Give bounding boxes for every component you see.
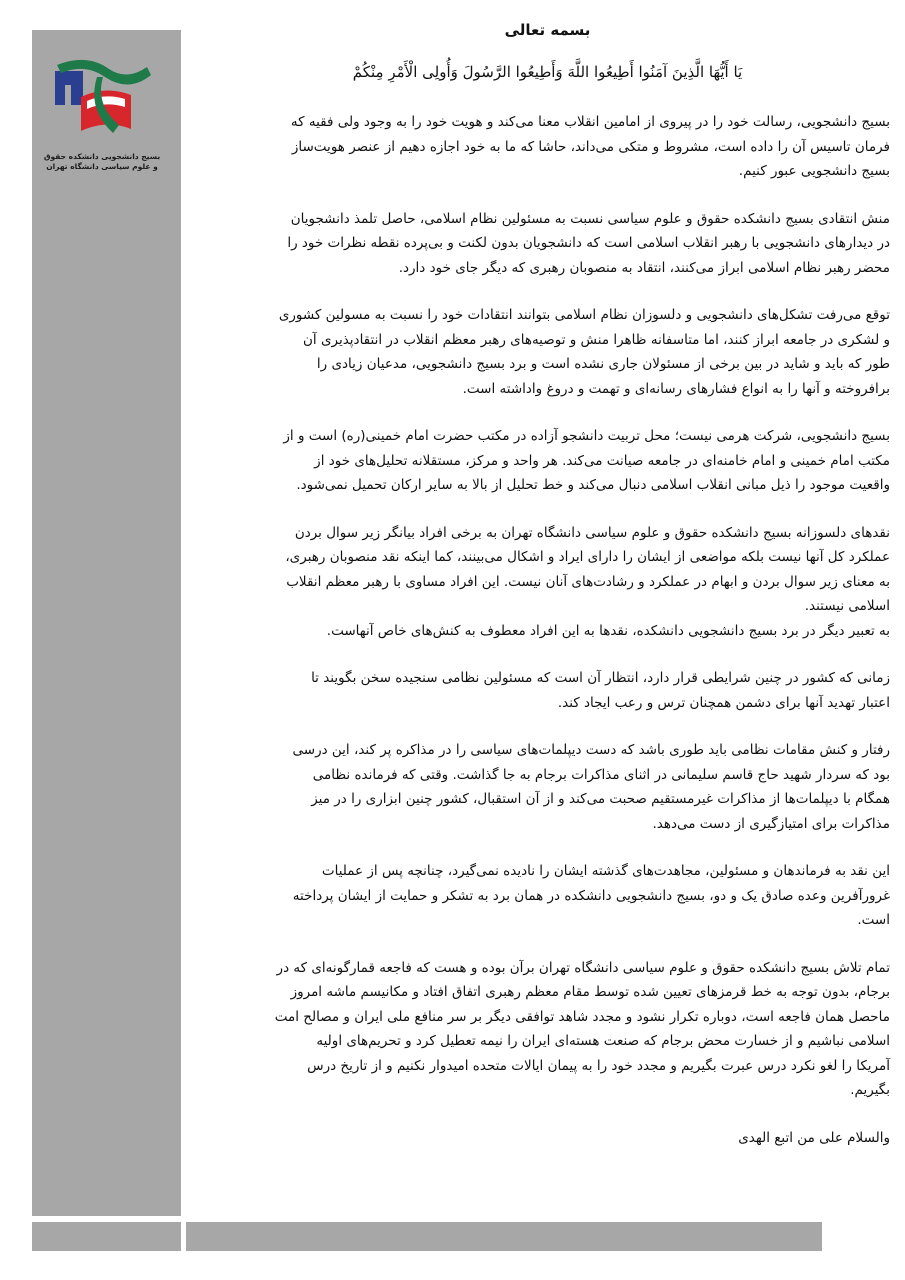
logo-blue-shape <box>55 71 83 105</box>
document-title: بسمه تعالی <box>504 21 591 39</box>
paragraph <box>205 666 890 715</box>
paragraph-line: و لشکری در جامعه ابراز کنند، اما متاسفانه ظاهرا منش و توصیه‌های رهبر معظم انقلاب در انتقادپذیری آن <box>302 331 890 348</box>
paragraph-line: بود که سردار شهید حاج قاسم سلیمانی در اثنای مذاکرات برجام به جا گذاشت. وقتی که فرمانده نظامی <box>312 766 890 783</box>
paragraph-line: طور که باید و شاید در بین برخی از مسئولان جاری نشده است و برد بسیج دانشجویی، مدعیان زیادی را <box>316 356 890 372</box>
paragraph-line: منش انتقادی بسیج دانشکده حقوق و علوم سیاسی نسبت به مسئولین نظام اسلامی، حاصل تلمذ دانشجویان <box>290 210 890 227</box>
paragraph-line: فرمان تاسیس آن را داده است، مشروط و متکی می‌داند، حاشا که ما به خود اجازه دهیم از عنصر هویت‌ساز <box>291 138 890 155</box>
paragraph-line: برجام، بدون توجه به خط قرمزهای تعیین شده توسط مقام معظم رهبری اتفاق افتاد و مکانیسم ماشه امروز <box>290 984 890 1000</box>
statement-document <box>205 18 890 1150</box>
paragraph-line: است. <box>857 912 890 928</box>
paragraph-line: اعتبار تهدید آنها برای دشمن همچنان ترس و رعب ایجاد کند. <box>557 694 890 711</box>
paragraph <box>205 738 890 836</box>
paragraph-line: تمام تلاش بسیج دانشکده حقوق و علوم سیاسی دانشگاه تهران برآن بوده و هست که فاجعه قمارگونه‌ای که در <box>276 959 890 976</box>
paragraph-line: عملکرد کل آنها نیست بلکه مواضعی از ایشان را دارای ایراد و اشکال می‌بینند، کما اینکه نقد منصوبان رهبری، <box>285 549 890 565</box>
paragraph <box>205 207 890 281</box>
paragraph-line: بسیج دانشجویی عبور کنیم. <box>738 163 890 179</box>
logo-caption <box>36 152 168 172</box>
paragraph-line: این نقد به فرماندهان و مسئولین، مجاهدت‌های گذشته ایشان را نادیده نمی‌گیرد، چنانچه پس از عملیات <box>321 863 890 879</box>
footer-bar-right <box>186 1222 822 1251</box>
paragraph-line: اسلامی نباشیم و از خسارت محض برجام که صنعت هسته‌ای ایران را نیمه تعطیل کرد و تحریم‌های اولیه <box>316 1033 890 1049</box>
paragraph-line: بسیج دانشجویی، رسالت خود را در پیروی از امامین انقلاب معنا می‌کند و هویت خود را به وجود ولی فقیه که <box>290 114 890 130</box>
paragraph-line: زمانی که کشور در چنین شرایطی قرار دارد، انتظار آن است که مسئولین نظامی سنجیده سخن بگویند تا <box>311 670 890 686</box>
paragraph-line: اسلامی نیستند. <box>804 598 890 614</box>
paragraph-line: برافروخته و آنها را به انواع فشارهای رسانه‌ای و تهمت و دروغ واداشته است. <box>462 380 890 397</box>
closing-salutation: والسلام علی من اتبع الهدی <box>738 1129 890 1146</box>
paragraph-line: رفتار و کنش مقامات نظامی باید طوری باشد که دست دیپلمات‌های سیاسی را در مذاکره پر کند، این درسی <box>292 742 890 758</box>
paragraph-line: نقدهای دلسوزانه بسیج دانشکده حقوق و علوم سیاسی دانشگاه تهران به برخی افراد بیانگر زیر سوال بردن <box>294 524 890 541</box>
paragraph-line: بگیریم. <box>850 1082 890 1098</box>
paragraph-line: به تعبیر دیگر در برد بسیج دانشجویی دانشکده، نقدها به این افراد معطوف به کنش‌های خاص آنهاست. <box>326 622 890 639</box>
paragraph-line: ماحصل همان فاجعه است، دوباره تکرار نشود و مجدد شاهد توافقی دیگر بر سر منافع ملی ایران و مصالح امت <box>274 1008 890 1025</box>
paragraph-line: توقع می‌رفت تشکل‌های دانشجویی و دلسوزان نظام اسلامی بتوانند انتقادات خود را نسبت به مسولین کشوری <box>278 307 890 323</box>
paragraph-line: غرورآفرین وعده صادق یک و دو، بسیج دانشجویی دانشکده در همان برد به تشکر و حمایت از ایشان پرداخته <box>292 887 890 904</box>
logo-caption-line: بسیج دانشجویی دانشکده حقوق <box>43 152 161 161</box>
paragraph <box>205 303 890 401</box>
paragraph-line: بسیج دانشجویی، شرکت هرمی نیست؛ محل تربیت دانشجو آزاده در مکتب حضرت امام خمینی(ره) است و از <box>283 428 890 444</box>
logo-caption-line: و علوم سیاسی دانشگاه تهران <box>46 162 158 171</box>
paragraph-line: واقعیت موجود را ذیل مبانی انقلاب اسلامی دنبال می‌کند و خط تحلیل از بالا به سایر ارکان تحمیل نمی‌شود. <box>296 477 890 493</box>
quran-verse: یَا أَیُّهَا الَّذِینَ آمَنُوا أَطِیعُوا اللَّهَ وَأَطِیعُوا الرَّسُولَ وَأُولِی الْأَمْرِ مِنْکُمْ <box>352 63 743 81</box>
sidebar-panel <box>32 30 181 1216</box>
paragraph-line: مذاکرات برای امتیازگیری از دست می‌دهد. <box>652 815 890 832</box>
paragraph <box>205 859 890 933</box>
paragraph <box>205 956 890 1103</box>
paragraph-line: در دیدارهای دانشجویی با رهبر انقلاب اسلامی است که دانشجویان بدون لکنت و بی‌پرده نقطه نظرات خود را <box>287 235 890 251</box>
paragraph-list <box>205 110 890 1103</box>
paragraph <box>205 424 890 498</box>
paragraph-line: به معنای زیر سوال بردن و ابهام در عملکرد و رشادت‌های آنان نیست. این افراد مساوی با رهبر معظم انقلاب <box>286 573 890 590</box>
paragraph-line: آمریکا را لغو نکرد درس عبرت بگیریم و مجدد خود را به پیمان ایالات متحده امیدوار نکنیم و از تاریخ درس <box>307 1057 890 1074</box>
footer-bar-left <box>32 1222 181 1251</box>
paragraph-line: همگام با دیپلمات‌ها از مذاکرات غیرمستقیم صحبت می‌کند و از آن استقبال، کشور چنین ابزاری را در میز <box>311 791 890 807</box>
paragraph-line: محضر رهبر نظام اسلامی ابراز می‌کنند، انتقاد به منصوبان رهبری که دیگر جای خود دارد. <box>398 259 890 276</box>
paragraph <box>205 110 890 184</box>
paragraph <box>205 521 890 644</box>
paragraph-line: مکتب امام خمینی و امام خامنه‌ای در جامعه صیانت می‌کند. هر واحد و مرکز، مستقلانه تحلیل‌های خود از <box>314 452 890 469</box>
